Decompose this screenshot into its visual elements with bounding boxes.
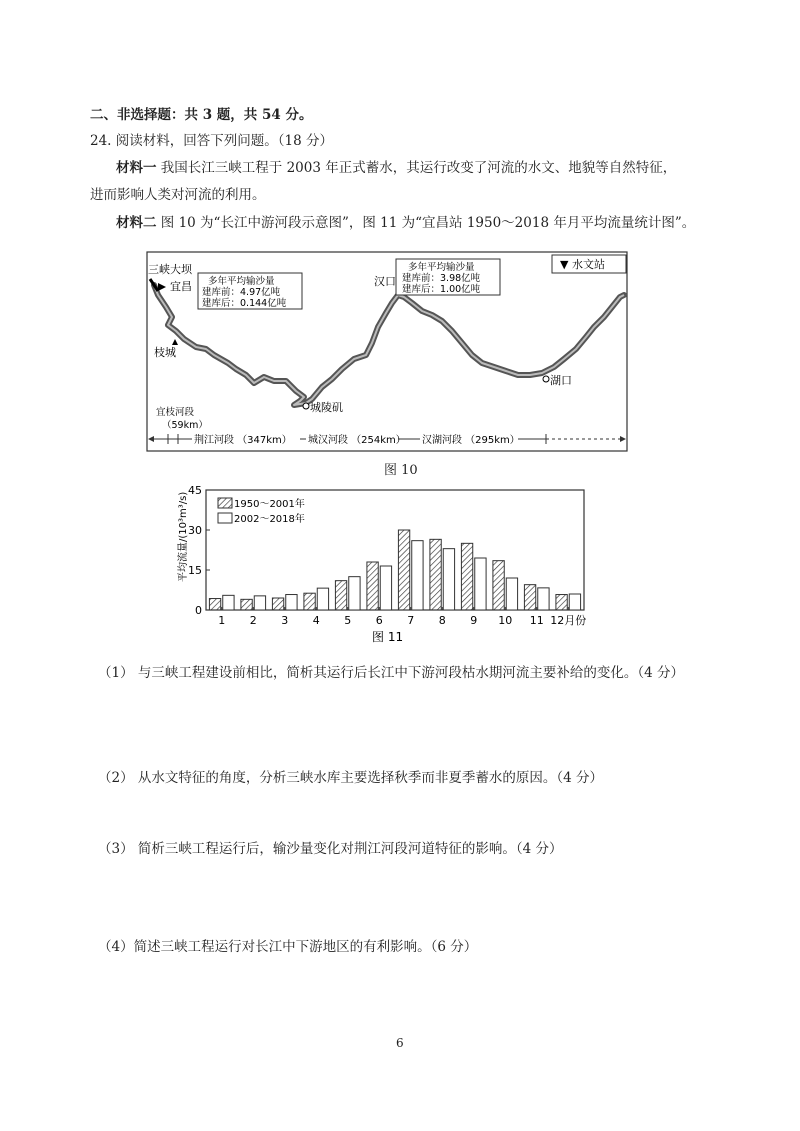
y-tick-label: 45 <box>188 486 202 497</box>
figure-11-caption: 图 11 <box>372 630 404 644</box>
bar-1950-2001-month-4 <box>304 593 315 610</box>
bar-1950-2001-month-11 <box>524 585 535 610</box>
label-zhicheng: 枝城 <box>154 346 176 359</box>
segment-chenghan: 城汉河段 （254km） <box>308 435 406 446</box>
question-24: 24. 阅读材料，回答下列问题。（18 分） <box>90 133 333 149</box>
bar-1950-2001-month-10 <box>493 561 504 610</box>
box1-after: 建库后：0.144亿吨 <box>202 298 287 309</box>
legend-swatch-2002-2018 <box>218 513 232 523</box>
figure-10-caption: 图 10 <box>384 463 418 478</box>
station-icon <box>303 403 309 409</box>
legend-swatch-1950-2001 <box>218 498 232 508</box>
bar-2002-2018-month-2 <box>254 596 265 610</box>
bar-2002-2018-month-11 <box>538 588 549 610</box>
x-tick-label: 9 <box>470 614 478 627</box>
bar-1950-2001-month-5 <box>335 581 346 610</box>
bar-1950-2001-month-9 <box>461 543 472 610</box>
bar-2002-2018-month-9 <box>475 558 486 610</box>
x-tick-label: 8 <box>438 614 446 627</box>
x-tick-label: 3 <box>281 614 289 627</box>
bar-2002-2018-month-3 <box>286 595 297 610</box>
bar-2002-2018-month-10 <box>506 578 517 610</box>
x-tick-label: 4 <box>312 614 320 627</box>
bar-1950-2001-month-12 <box>556 595 567 610</box>
question-2: （2） 从水文特征的角度，分析三峡水库主要选择秋季而非夏季蓄水的原因。（4 分） <box>98 770 604 786</box>
bar-1950-2001-month-3 <box>272 598 283 610</box>
legend-label-1950-2001: 1950～2001年 <box>234 499 305 510</box>
material-1-line-1 <box>116 156 676 176</box>
x-tick-label: 1 <box>218 614 226 627</box>
bar-1950-2001-month-1 <box>209 599 220 610</box>
legend-label-2002-2018: 2002～2018年 <box>234 514 305 525</box>
material-2-line <box>116 211 695 231</box>
label-yizhi: 宜枝河段 <box>156 407 195 418</box>
x-tick-label: 10 <box>498 614 513 627</box>
bar-2002-2018-month-7 <box>412 541 423 610</box>
y-tick-label: 15 <box>188 564 202 577</box>
x-tick-label: 12月份 <box>550 614 587 627</box>
legend-station: ▼ 水文站 <box>560 258 605 271</box>
material-2-label: 材料二 <box>116 215 157 231</box>
box1-before: 建库前：4.97亿吨 <box>202 287 281 298</box>
segment-jingjiang: 荆江河段 （347km） <box>194 435 292 446</box>
y-tick-label: 0 <box>195 604 202 617</box>
box2-after: 建库后：1.00亿吨 <box>402 284 481 295</box>
section-title: 二、非选择题：共 3 题，共 54 分。 <box>90 107 313 123</box>
bar-2002-2018-month-6 <box>380 566 391 610</box>
y-tick-label: 30 <box>188 524 202 537</box>
label-sanxia: 三峡大坝 <box>148 263 192 276</box>
label-hankou: 汉口 <box>374 275 396 288</box>
material-1-line-2: 进而影响人类对河流的利用。 <box>90 187 266 203</box>
bar-2002-2018-month-1 <box>223 595 234 610</box>
bar-1950-2001-month-8 <box>430 539 441 610</box>
bar-2002-2018-month-4 <box>317 588 328 610</box>
box1-title: 多年平均输沙量 <box>208 276 275 287</box>
label-yichang: 宜昌 <box>170 280 192 293</box>
bar-2002-2018-month-12 <box>569 594 580 610</box>
question-4: （4）简述三峡工程运行对长江中下游地区的有利影响。（6 分） <box>98 939 478 955</box>
bar-1950-2001-month-6 <box>367 562 378 610</box>
bar-1950-2001-month-7 <box>398 530 409 610</box>
x-tick-label: 6 <box>375 614 383 627</box>
box2-before: 建库前：3.98亿吨 <box>402 273 481 284</box>
material-2-text: 图 10 为“长江中游河段示意图”，图 11 为“宜昌站 1950～2018 年月平均流量统计图”。 <box>160 215 696 231</box>
bar-2002-2018-month-5 <box>349 577 360 610</box>
figure-11-chart <box>176 486 616 654</box>
x-tick-label: 11 <box>529 614 544 627</box>
x-tick-label: 7 <box>407 614 415 627</box>
x-tick-label: 2 <box>249 614 257 627</box>
label-chenglingji: 城陵矶 <box>310 401 343 414</box>
bar-2002-2018-month-8 <box>443 549 454 610</box>
material-1-text: 我国长江三峡工程于 2003 年正式蓄水，其运行改变了河流的水文、地貌等自然特征， <box>160 160 677 176</box>
label-hukou: 湖口 <box>550 374 572 387</box>
page-number: 6 <box>396 1036 404 1050</box>
station-icon <box>543 376 549 382</box>
box2-title: 多年平均输沙量 <box>408 262 475 273</box>
material-1-label: 材料一 <box>116 160 157 176</box>
label-yizhi-length: （59km） <box>162 420 208 431</box>
figure-10-map <box>146 251 630 455</box>
y-axis-label: 平均流量/(10³m³/s) <box>178 491 189 582</box>
segment-hanhu: 汉湖河段 （295km） <box>422 435 520 446</box>
x-tick-label: 5 <box>344 614 352 627</box>
question-1: （1） 与三峡工程建设前相比，简析其运行后长江中下游河段枯水期河流主要补给的变化。（4 分） <box>98 665 685 681</box>
question-3: （3） 简析三峡工程运行后，输沙量变化对荆江河段河道特征的影响。（4 分） <box>98 841 563 857</box>
bar-1950-2001-month-2 <box>241 599 252 610</box>
